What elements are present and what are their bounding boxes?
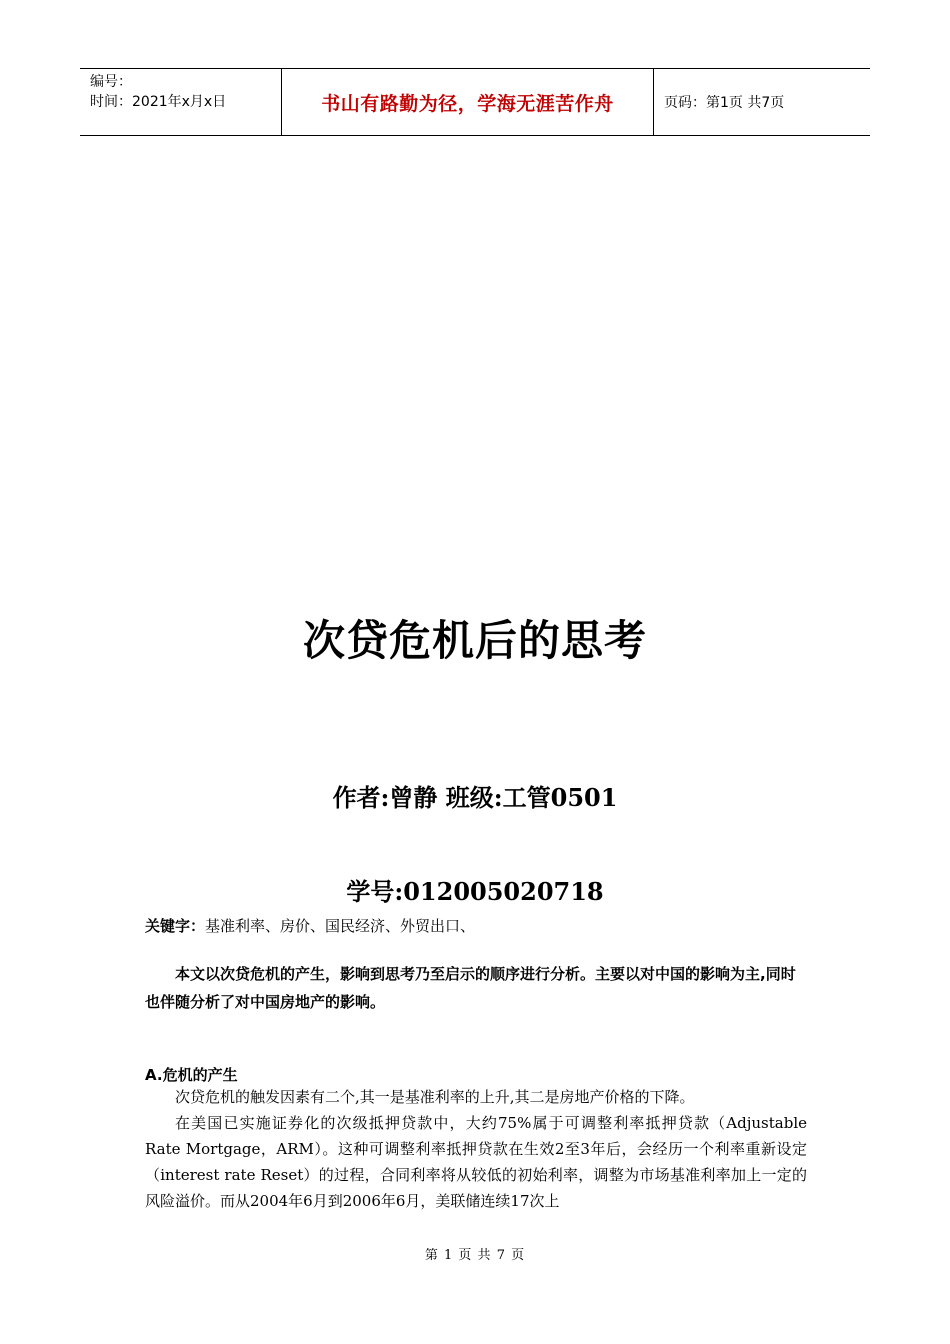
page-footer: 第 1 页 共 7 页 bbox=[424, 1248, 526, 1263]
section-a-paragraph-1: 次贷危机的触发因素有二个,其一是基准利率的上升,其二是房地产价格的下降。 bbox=[175, 1088, 695, 1106]
keywords-label: 关键字： bbox=[145, 917, 206, 935]
motto-text: 书山有路勤为径，学海无涯苦作舟 bbox=[321, 92, 614, 115]
abstract-paragraph: 本文以次贷危机的产生，影响到思考乃至启示的顺序进行分析。主要以对中国的影响为主,同时也伴随分析了对中国房地产的影响。 bbox=[145, 965, 796, 1011]
document-title: 次贷危机后的思考 bbox=[302, 616, 647, 665]
header-page-cell bbox=[654, 69, 870, 135]
student-id-line: 学号:012005020718 bbox=[346, 877, 604, 906]
header-meta-cell bbox=[80, 69, 282, 135]
section-a-heading: A.危机的产生 bbox=[145, 1066, 238, 1084]
author-line: 作者:曾静 班级:工管0501 bbox=[332, 783, 618, 812]
number-label: 编号： bbox=[90, 74, 132, 90]
time-label: 时间：2021年x月x日 bbox=[90, 94, 227, 110]
document-header bbox=[80, 68, 870, 136]
section-a-paragraph-2: 在美国已实施证券化的次级抵押贷款中，大约75%属于可调整利率抵押贷款（Adjustable Rate Mortgage，ARM）。这种可调整利率抵押贷款在生效2至3年后，会经历一个利率重新设定（interest rate Reset）的过程，合同利率将从较低的初始利率，调整为市场基准利率加上一定的风险溢价。而从2004年6月到2006年6月，美联储连续17次上 bbox=[145, 1114, 807, 1210]
page-info: 页码：第1页 共7页 bbox=[664, 95, 785, 111]
header-motto-cell bbox=[282, 69, 654, 135]
keywords-line bbox=[145, 913, 807, 939]
keywords-text: 基准利率、房价、国民经济、外贸出口、 bbox=[205, 917, 476, 935]
